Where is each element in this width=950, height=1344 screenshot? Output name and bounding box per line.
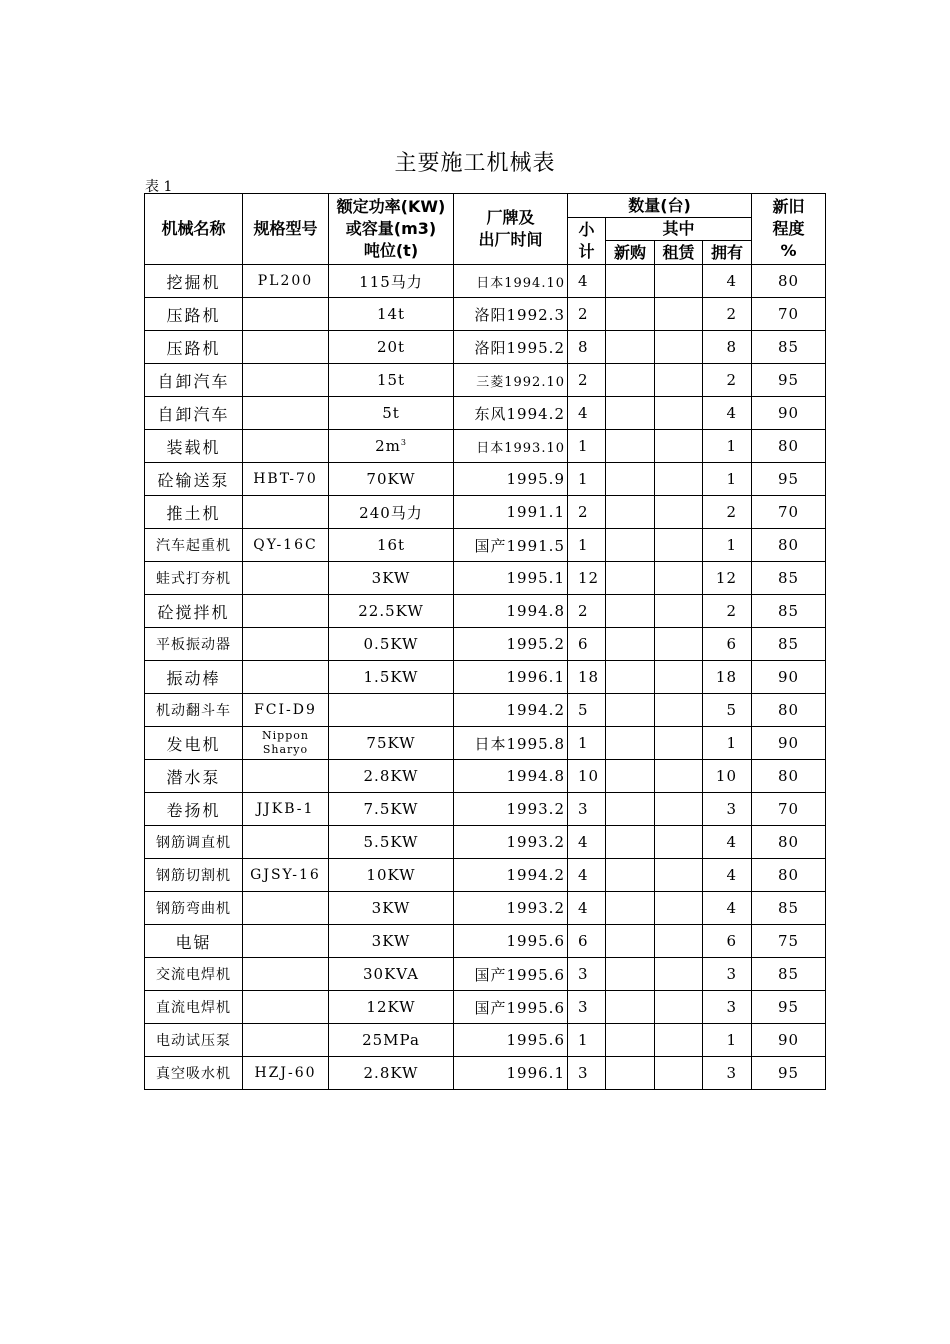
cell-subtotal: 1 bbox=[568, 529, 606, 562]
cell-new-purchase bbox=[606, 364, 655, 397]
cell-spec: PL200 bbox=[243, 265, 329, 298]
cell-name: 汽车起重机 bbox=[145, 529, 243, 562]
cell-new-purchase bbox=[606, 826, 655, 859]
cell-lease bbox=[655, 628, 703, 661]
cell-lease bbox=[655, 991, 703, 1024]
cell-spec: QY-16C bbox=[243, 529, 329, 562]
cell-lease bbox=[655, 661, 703, 694]
cell-spec bbox=[243, 595, 329, 628]
cell-brand: 日本1994.10 bbox=[454, 265, 568, 298]
header-owned: 拥有 bbox=[703, 241, 752, 265]
cell-power: 5t bbox=[329, 397, 454, 430]
cell-subtotal: 4 bbox=[568, 265, 606, 298]
cell-subtotal: 2 bbox=[568, 298, 606, 331]
header-brand-line2: 出厂时间 bbox=[478, 230, 543, 249]
table-row bbox=[145, 265, 826, 298]
cell-spec bbox=[243, 892, 329, 925]
cell-owned: 12 bbox=[703, 562, 752, 595]
cell-lease bbox=[655, 463, 703, 496]
header-brand bbox=[454, 194, 568, 265]
cell-owned: 2 bbox=[703, 595, 752, 628]
cell-brand: 日本1993.10 bbox=[454, 430, 568, 463]
cell-spec bbox=[243, 298, 329, 331]
cell-brand: 洛阳1995.2 bbox=[454, 331, 568, 364]
machinery-table bbox=[144, 193, 826, 1090]
cell-spec bbox=[243, 364, 329, 397]
cell-power: 3KW bbox=[329, 562, 454, 595]
page-title: 主要施工机械表 bbox=[394, 151, 556, 176]
cell-brand: 东风1994.2 bbox=[454, 397, 568, 430]
cell-power: 25MPa bbox=[329, 1024, 454, 1057]
cell-condition: 80 bbox=[752, 760, 826, 793]
cell-lease bbox=[655, 793, 703, 826]
cell-power: 12KW bbox=[329, 991, 454, 1024]
cell-owned: 3 bbox=[703, 958, 752, 991]
cell-subtotal: 3 bbox=[568, 793, 606, 826]
cell-name: 直流电焊机 bbox=[145, 991, 243, 1024]
header-subtotal-line2: 计 bbox=[578, 242, 595, 261]
cell-power: 3KW bbox=[329, 925, 454, 958]
cell-spec bbox=[243, 1024, 329, 1057]
cell-owned: 5 bbox=[703, 694, 752, 727]
cell-power: 10KW bbox=[329, 859, 454, 892]
cell-name: 电动试压泵 bbox=[145, 1024, 243, 1057]
cell-name: 真空吸水机 bbox=[145, 1057, 243, 1090]
cell-brand: 国产1991.5 bbox=[454, 529, 568, 562]
cell-new-purchase bbox=[606, 925, 655, 958]
cell-lease bbox=[655, 1057, 703, 1090]
cell-name: 振动棒 bbox=[145, 661, 243, 694]
cell-name: 钢筋调直机 bbox=[145, 826, 243, 859]
cell-brand: 国产1995.6 bbox=[454, 991, 568, 1024]
cell-new-purchase bbox=[606, 1024, 655, 1057]
cell-subtotal: 4 bbox=[568, 859, 606, 892]
cell-name: 自卸汽车 bbox=[145, 397, 243, 430]
cell-spec bbox=[243, 760, 329, 793]
cell-condition: 80 bbox=[752, 826, 826, 859]
cell-lease bbox=[655, 430, 703, 463]
table-row bbox=[145, 562, 826, 595]
cell-owned: 8 bbox=[703, 331, 752, 364]
cell-subtotal: 1 bbox=[568, 1024, 606, 1057]
cell-power: 2.8KW bbox=[329, 760, 454, 793]
cell-brand: 三菱1992.10 bbox=[454, 364, 568, 397]
table-row bbox=[145, 397, 826, 430]
cell-lease bbox=[655, 694, 703, 727]
cell-name: 交流电焊机 bbox=[145, 958, 243, 991]
cell-lease bbox=[655, 1024, 703, 1057]
cell-brand: 1995.6 bbox=[454, 925, 568, 958]
table-row bbox=[145, 298, 826, 331]
cell-brand: 1995.9 bbox=[454, 463, 568, 496]
cell-lease bbox=[655, 397, 703, 430]
cell-brand: 1993.2 bbox=[454, 892, 568, 925]
cell-spec: Nippon Sharyo bbox=[243, 727, 329, 760]
table-row bbox=[145, 694, 826, 727]
cell-power: 70KW bbox=[329, 463, 454, 496]
header-cond-line2: 程度 bbox=[772, 219, 805, 238]
header-name: 机械名称 bbox=[145, 194, 243, 265]
cell-lease bbox=[655, 595, 703, 628]
cell-power: 240马力 bbox=[329, 496, 454, 529]
cell-power bbox=[329, 694, 454, 727]
cell-owned: 2 bbox=[703, 496, 752, 529]
cell-condition: 80 bbox=[752, 859, 826, 892]
cell-name: 挖掘机 bbox=[145, 265, 243, 298]
cell-lease bbox=[655, 496, 703, 529]
cell-condition: 95 bbox=[752, 1057, 826, 1090]
header-power-line3: 吨位(t) bbox=[363, 241, 419, 260]
cell-spec bbox=[243, 991, 329, 1024]
power-superscript: 3 bbox=[400, 438, 407, 447]
header-spec: 规格型号 bbox=[243, 194, 329, 265]
cell-owned: 2 bbox=[703, 364, 752, 397]
cell-power: 22.5KW bbox=[329, 595, 454, 628]
cell-subtotal: 3 bbox=[568, 958, 606, 991]
cell-spec bbox=[243, 661, 329, 694]
cell-power: 115马力 bbox=[329, 265, 454, 298]
cell-owned: 1 bbox=[703, 430, 752, 463]
cell-condition: 85 bbox=[752, 892, 826, 925]
cell-condition: 70 bbox=[752, 298, 826, 331]
cell-brand: 1994.8 bbox=[454, 595, 568, 628]
cell-condition: 90 bbox=[752, 727, 826, 760]
cell-lease bbox=[655, 364, 703, 397]
cell-subtotal: 2 bbox=[568, 364, 606, 397]
cell-name: 钢筋切割机 bbox=[145, 859, 243, 892]
cell-power: 16t bbox=[329, 529, 454, 562]
cell-subtotal: 12 bbox=[568, 562, 606, 595]
cell-owned: 3 bbox=[703, 991, 752, 1024]
cell-spec bbox=[243, 496, 329, 529]
cell-spec: HZJ-60 bbox=[243, 1057, 329, 1090]
cell-spec bbox=[243, 958, 329, 991]
cell-name: 潜水泵 bbox=[145, 760, 243, 793]
table-label: 表 1 bbox=[145, 179, 173, 195]
table-row bbox=[145, 628, 826, 661]
cell-spec bbox=[243, 562, 329, 595]
cell-condition: 85 bbox=[752, 958, 826, 991]
table-header bbox=[145, 194, 826, 265]
cell-spec bbox=[243, 331, 329, 364]
cell-condition: 75 bbox=[752, 925, 826, 958]
cell-brand: 1995.6 bbox=[454, 1024, 568, 1057]
cell-owned: 1 bbox=[703, 1024, 752, 1057]
cell-lease bbox=[655, 727, 703, 760]
cell-lease bbox=[655, 265, 703, 298]
cell-subtotal: 1 bbox=[568, 727, 606, 760]
cell-subtotal: 8 bbox=[568, 331, 606, 364]
cell-condition: 80 bbox=[752, 430, 826, 463]
cell-new-purchase bbox=[606, 595, 655, 628]
header-subtotal bbox=[568, 218, 606, 265]
cell-subtotal: 5 bbox=[568, 694, 606, 727]
table-row bbox=[145, 1057, 826, 1090]
cell-new-purchase bbox=[606, 496, 655, 529]
cell-subtotal: 3 bbox=[568, 991, 606, 1024]
cell-spec: GJSY-16 bbox=[243, 859, 329, 892]
cell-spec bbox=[243, 397, 329, 430]
cell-subtotal: 1 bbox=[568, 430, 606, 463]
cell-name: 钢筋弯曲机 bbox=[145, 892, 243, 925]
cell-name: 机动翻斗车 bbox=[145, 694, 243, 727]
header-power bbox=[329, 194, 454, 265]
cell-new-purchase bbox=[606, 694, 655, 727]
table-row bbox=[145, 661, 826, 694]
cell-new-purchase bbox=[606, 958, 655, 991]
cell-subtotal: 4 bbox=[568, 397, 606, 430]
cell-spec bbox=[243, 430, 329, 463]
cell-new-purchase bbox=[606, 892, 655, 925]
cell-owned: 6 bbox=[703, 628, 752, 661]
cell-owned: 4 bbox=[703, 859, 752, 892]
cell-brand: 1991.1 bbox=[454, 496, 568, 529]
cell-condition: 70 bbox=[752, 496, 826, 529]
cell-power: 20t bbox=[329, 331, 454, 364]
cell-name: 蛙式打夯机 bbox=[145, 562, 243, 595]
table-row bbox=[145, 925, 826, 958]
cell-new-purchase bbox=[606, 793, 655, 826]
table-row bbox=[145, 595, 826, 628]
cell-power: 75KW bbox=[329, 727, 454, 760]
cell-power: 14t bbox=[329, 298, 454, 331]
cell-lease bbox=[655, 958, 703, 991]
cell-subtotal: 6 bbox=[568, 628, 606, 661]
cell-new-purchase bbox=[606, 991, 655, 1024]
table-row bbox=[145, 760, 826, 793]
cell-brand: 1994.8 bbox=[454, 760, 568, 793]
cell-new-purchase bbox=[606, 727, 655, 760]
cell-brand: 洛阳1992.3 bbox=[454, 298, 568, 331]
cell-lease bbox=[655, 760, 703, 793]
cell-brand: 1993.2 bbox=[454, 826, 568, 859]
header-qty: 数量(台) bbox=[568, 194, 752, 218]
cell-owned: 4 bbox=[703, 892, 752, 925]
table-row bbox=[145, 529, 826, 562]
table-row bbox=[145, 364, 826, 397]
cell-condition: 85 bbox=[752, 331, 826, 364]
cell-subtotal: 2 bbox=[568, 595, 606, 628]
cell-new-purchase bbox=[606, 661, 655, 694]
cell-new-purchase bbox=[606, 562, 655, 595]
cell-owned: 10 bbox=[703, 760, 752, 793]
cell-power: 15t bbox=[329, 364, 454, 397]
cell-condition: 80 bbox=[752, 694, 826, 727]
table-row bbox=[145, 892, 826, 925]
cell-brand: 1995.2 bbox=[454, 628, 568, 661]
cell-lease bbox=[655, 298, 703, 331]
cell-condition: 95 bbox=[752, 364, 826, 397]
cell-new-purchase bbox=[606, 265, 655, 298]
cell-condition: 80 bbox=[752, 265, 826, 298]
cell-power bbox=[329, 430, 454, 463]
table-row bbox=[145, 331, 826, 364]
cell-subtotal: 6 bbox=[568, 925, 606, 958]
cell-condition: 85 bbox=[752, 595, 826, 628]
cell-owned: 3 bbox=[703, 793, 752, 826]
header-condition bbox=[752, 194, 826, 265]
cell-new-purchase bbox=[606, 1057, 655, 1090]
cell-brand: 1994.2 bbox=[454, 694, 568, 727]
cell-new-purchase bbox=[606, 859, 655, 892]
cell-brand: 日本1995.8 bbox=[454, 727, 568, 760]
cell-spec bbox=[243, 925, 329, 958]
cell-power: 30KVA bbox=[329, 958, 454, 991]
table-row bbox=[145, 991, 826, 1024]
header-of-which: 其中 bbox=[606, 218, 752, 241]
cell-spec: HBT-70 bbox=[243, 463, 329, 496]
cell-brand: 1995.1 bbox=[454, 562, 568, 595]
table-row bbox=[145, 727, 826, 760]
cell-name: 卷扬机 bbox=[145, 793, 243, 826]
cell-condition: 90 bbox=[752, 1024, 826, 1057]
cell-subtotal: 3 bbox=[568, 1057, 606, 1090]
header-cond-line3: % bbox=[780, 241, 797, 260]
cell-owned: 18 bbox=[703, 661, 752, 694]
cell-brand: 1994.2 bbox=[454, 859, 568, 892]
cell-spec bbox=[243, 826, 329, 859]
cell-name: 砼搅拌机 bbox=[145, 595, 243, 628]
cell-condition: 80 bbox=[752, 529, 826, 562]
cell-condition: 95 bbox=[752, 991, 826, 1024]
table-row bbox=[145, 463, 826, 496]
power-value: 2m bbox=[375, 437, 401, 455]
cell-new-purchase bbox=[606, 331, 655, 364]
header-cond-line1: 新旧 bbox=[772, 197, 805, 216]
cell-new-purchase bbox=[606, 298, 655, 331]
cell-name: 装载机 bbox=[145, 430, 243, 463]
cell-subtotal: 4 bbox=[568, 892, 606, 925]
header-lease: 租赁 bbox=[655, 241, 703, 265]
cell-name: 压路机 bbox=[145, 298, 243, 331]
cell-condition: 70 bbox=[752, 793, 826, 826]
cell-new-purchase bbox=[606, 628, 655, 661]
cell-subtotal: 1 bbox=[568, 463, 606, 496]
cell-condition: 90 bbox=[752, 397, 826, 430]
cell-name: 发电机 bbox=[145, 727, 243, 760]
cell-owned: 6 bbox=[703, 925, 752, 958]
cell-name: 砼输送泵 bbox=[145, 463, 243, 496]
cell-owned: 4 bbox=[703, 826, 752, 859]
cell-lease bbox=[655, 529, 703, 562]
cell-name: 推土机 bbox=[145, 496, 243, 529]
cell-new-purchase bbox=[606, 760, 655, 793]
cell-brand: 国产1995.6 bbox=[454, 958, 568, 991]
cell-power: 5.5KW bbox=[329, 826, 454, 859]
cell-condition: 85 bbox=[752, 562, 826, 595]
cell-owned: 4 bbox=[703, 265, 752, 298]
cell-new-purchase bbox=[606, 529, 655, 562]
cell-condition: 85 bbox=[752, 628, 826, 661]
cell-brand: 1996.1 bbox=[454, 1057, 568, 1090]
table-row bbox=[145, 430, 826, 463]
table-row bbox=[145, 859, 826, 892]
header-brand-line1: 厂牌及 bbox=[486, 208, 535, 227]
cell-owned: 4 bbox=[703, 397, 752, 430]
cell-new-purchase bbox=[606, 397, 655, 430]
cell-condition: 95 bbox=[752, 463, 826, 496]
cell-brand: 1996.1 bbox=[454, 661, 568, 694]
cell-power: 1.5KW bbox=[329, 661, 454, 694]
cell-power: 0.5KW bbox=[329, 628, 454, 661]
cell-owned: 1 bbox=[703, 463, 752, 496]
cell-name: 压路机 bbox=[145, 331, 243, 364]
cell-power: 3KW bbox=[329, 892, 454, 925]
header-new-purchase: 新购 bbox=[606, 241, 655, 265]
cell-new-purchase bbox=[606, 463, 655, 496]
table-row bbox=[145, 826, 826, 859]
cell-subtotal: 4 bbox=[568, 826, 606, 859]
cell-subtotal: 2 bbox=[568, 496, 606, 529]
cell-brand: 1993.2 bbox=[454, 793, 568, 826]
table-row bbox=[145, 958, 826, 991]
cell-name: 电锯 bbox=[145, 925, 243, 958]
cell-owned: 3 bbox=[703, 1057, 752, 1090]
header-subtotal-line1: 小 bbox=[578, 220, 595, 239]
cell-lease bbox=[655, 859, 703, 892]
cell-spec: JJKB-1 bbox=[243, 793, 329, 826]
cell-lease bbox=[655, 826, 703, 859]
cell-owned: 1 bbox=[703, 727, 752, 760]
table-row bbox=[145, 793, 826, 826]
cell-owned: 2 bbox=[703, 298, 752, 331]
cell-name: 平板振动器 bbox=[145, 628, 243, 661]
header-power-line1: 额定功率(KW) bbox=[336, 197, 446, 216]
cell-lease bbox=[655, 331, 703, 364]
table-row bbox=[145, 1024, 826, 1057]
cell-spec: FCI-D9 bbox=[243, 694, 329, 727]
cell-owned: 1 bbox=[703, 529, 752, 562]
table-body bbox=[145, 265, 826, 1090]
header-power-line2: 或容量(m3) bbox=[345, 219, 437, 238]
cell-power: 2.8KW bbox=[329, 1057, 454, 1090]
cell-spec bbox=[243, 628, 329, 661]
cell-condition: 90 bbox=[752, 661, 826, 694]
cell-lease bbox=[655, 892, 703, 925]
table-row bbox=[145, 496, 826, 529]
cell-lease bbox=[655, 925, 703, 958]
cell-subtotal: 18 bbox=[568, 661, 606, 694]
cell-power: 7.5KW bbox=[329, 793, 454, 826]
cell-new-purchase bbox=[606, 430, 655, 463]
cell-subtotal: 10 bbox=[568, 760, 606, 793]
cell-name: 自卸汽车 bbox=[145, 364, 243, 397]
cell-lease bbox=[655, 562, 703, 595]
